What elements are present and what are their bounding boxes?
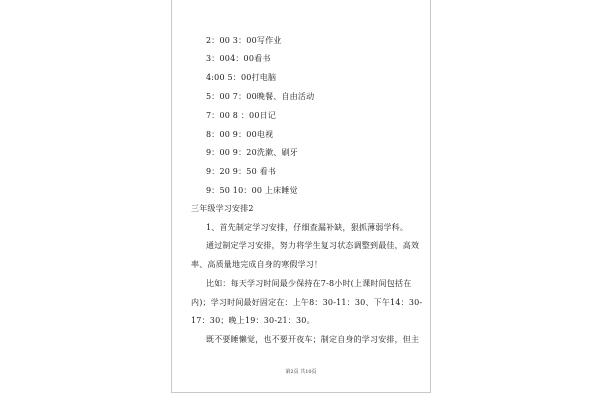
schedule-line: 9：20 9：50 看书 [206,167,277,176]
schedule-line: 4:00 5：00打电脑 [206,73,277,82]
page-number: 第2页 共10页 [285,369,317,375]
paragraph-line: 通过制定学习安排，努力将学生复习状态调整到最佳，高效 [206,241,420,250]
schedule-line: 2：00 3：00写作业 [206,36,282,45]
schedule-line: 5：00 7：00晚餐、自由活动 [206,92,315,101]
paragraph-line: 内)；学习时间最好固定在：上午8：30-11：30、下午14：30- [191,298,423,307]
paragraph-line: 17：30；晚上19：30-21：30。 [191,316,315,325]
schedule-line: 8：00 9：00电视 [206,130,274,139]
paragraph-line: 比如：每天学习时间最少保持在7-8小时(上课时间包括在 [206,279,412,288]
paragraph-line: 既不要睡懒觉，也不要开夜车；制定自身的学习安排，但主 [206,335,420,344]
schedule-line: 3：004：00看书 [206,54,271,63]
section-title: 三年级学习安排2 [191,204,254,213]
schedule-line: 9：00 9：20洗漱、刷牙 [206,148,298,157]
document-page [171,0,431,393]
paragraph-line: 1、首先制定学习安排，仔细查漏补缺，狠抓薄弱学科。 [206,223,409,232]
schedule-line: 7：00 8 ：00日记 [206,111,277,120]
schedule-line: 9：50 10：00 上床睡觉 [206,186,298,195]
paragraph-line: 率、高质量地完成自身的寒假学习！ [191,260,323,269]
